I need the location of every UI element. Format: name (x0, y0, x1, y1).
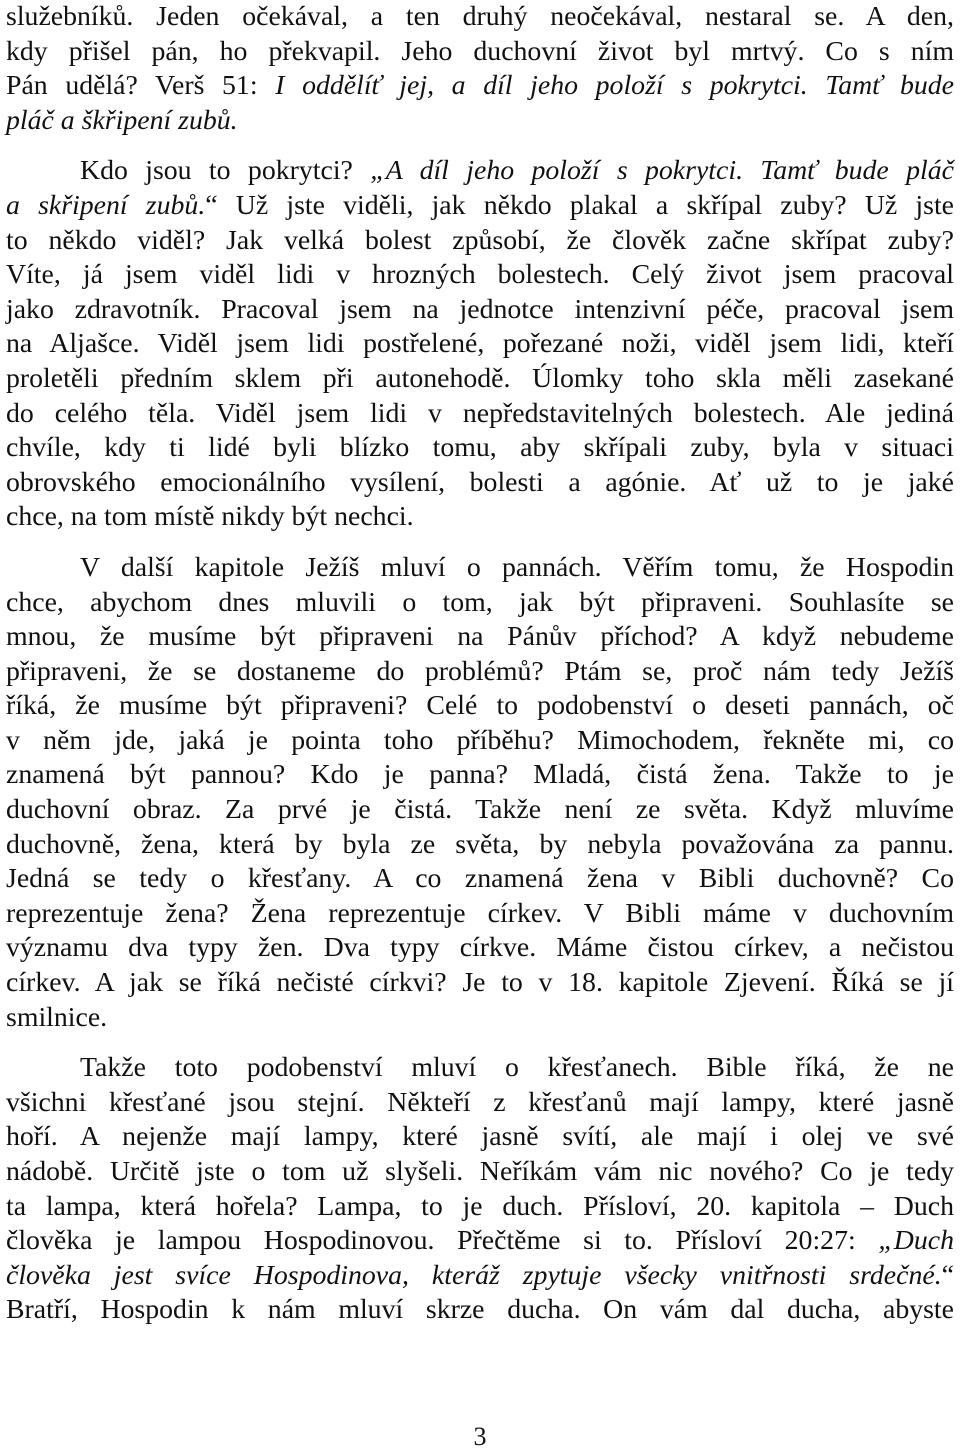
text-line (6, 224, 954, 259)
text-line (6, 362, 954, 397)
italic-quote-segment: člověka jest svíce Hospodinova, kteráž zpytuje všecky vnitřnosti srdečné. (6, 1259, 942, 1291)
text-line (6, 1001, 954, 1036)
italic-quote-segment: pláč a škřipení zubů. (6, 104, 238, 136)
text-line (6, 1293, 954, 1328)
text-segment: na Aljašce. Viděl jsem lidi postřelené, pořezané noži, viděl jsem lidi, kteří (6, 328, 954, 360)
text-segment: znamená být pannou? Kdo je panna? Mladá, čistá žena. Takže to je (6, 759, 954, 791)
text-line (6, 793, 954, 828)
text-segment: hoří. A nejenže mají lampy, které jasně svítí, ale mají i olej ve své (6, 1121, 954, 1153)
text-segment: významu dva typy žen. Dva typy církve. Máme čistou církev, a nečistou (6, 932, 954, 964)
text-line (6, 931, 954, 966)
text-line (6, 1259, 954, 1294)
text-line (6, 35, 954, 70)
text-segment: jako zdravotník. Pracoval jsem na jednotce intenzivní péče, pracoval jsem (6, 293, 954, 325)
text-line (6, 500, 954, 535)
text-segment: obrovského emocionálního vysílení, bolesti a agónie. Ať už to je jaké (6, 466, 954, 498)
text-segment: mnou, že musíme být připraveni na Pánův příchod? A když nebudeme (6, 621, 954, 653)
text-segment: proletěli předním sklem při autonehodě. Úlomky toho skla měli zasekané (6, 362, 954, 394)
text-line (6, 655, 954, 690)
text-line (6, 293, 954, 328)
text-line (6, 1051, 954, 1086)
text-line (6, 189, 954, 224)
text-segment: služebníků. Jeden očekával, a ten druhý neočekával, nestaral se. A den, (6, 1, 954, 32)
text-segment: chce, na tom místě nikdy být nechci. (6, 501, 414, 533)
page-number: 3 (473, 1422, 487, 1451)
paragraph-spacer (6, 1035, 954, 1051)
text-segment: připraveni, že se dostaneme do problémů? Ptám se, proč nám tedy Ježíš (6, 655, 954, 687)
text-line (6, 466, 954, 501)
text-segment: V další kapitole Ježíš mluví o pannách. Věřím tomu, že Hospodin (80, 551, 954, 583)
text-segment: Takže toto podobenství mluví o křesťanech. Bible říká, že ne (80, 1052, 954, 1084)
text-line (6, 1120, 954, 1155)
text-line (6, 551, 954, 586)
text-segment: Jedná se tedy o křesťany. A co znamená žena v Bibli duchovně? Co (6, 863, 954, 895)
text-segment: ta lampa, která hořela? Lampa, to je duch. Přísloví, 20. kapitola – Duch (6, 1190, 954, 1222)
text-segment: “ Už jste viděli, jak někdo plakal a skřípal zuby? Už jste (205, 189, 955, 221)
text-segment: “ (941, 1259, 954, 1291)
text-segment: nádobě. Určitě jste o tom už slyšeli. Neříkám vám nic nového? Co je tedy (6, 1156, 954, 1187)
paragraph (6, 551, 954, 1035)
italic-quote-segment: a skřipení zubů. (6, 189, 206, 221)
text-line (6, 724, 954, 759)
italic-quote-segment: „Duch (878, 1225, 954, 1257)
text-line (6, 1086, 954, 1121)
text-segment: chvíle, kdy ti lidé byli blízko tomu, aby skřípali zuby, byla v situaci (6, 432, 954, 464)
text-segment: smilnice. (6, 1001, 108, 1033)
text-line (6, 327, 954, 362)
text-line (6, 1155, 954, 1190)
text-line (6, 104, 954, 139)
text-segment: to někdo viděl? Jak velká bolest způsobí, že člověk začne skřípat zuby? (6, 224, 954, 256)
text-segment: Víte, já jsem viděl lidi v hrozných bolestech. Celý život jsem pracoval (6, 259, 954, 291)
text-segment: všichni křesťané jsou stejní. Někteří z křesťanů mají lampy, které jasně (6, 1086, 954, 1118)
text-line (6, 966, 954, 1001)
text-line (6, 1190, 954, 1225)
paragraph-spacer (6, 138, 954, 154)
text-line (6, 69, 954, 104)
text-segment: církev. A jak se říká nečisté církvi? Je to v 18. kapitole Zjevení. Říká se jí (6, 967, 954, 999)
text-line (6, 897, 954, 932)
text-line (6, 0, 954, 35)
text-segment: chce, abychom dnes mluvili o tom, jak být připraveni. Souhlasíte se (6, 586, 954, 618)
text-line (6, 758, 954, 793)
text-line (6, 586, 954, 621)
text-line (6, 258, 954, 293)
text-segment: člověka je lampou Hospodinovou. Přečtěme si to. Přísloví 20:27: (6, 1225, 879, 1257)
text-segment: do celého těla. Viděl jsem lidi v nepředstavitelných bolestech. Ale jediná (6, 397, 954, 429)
text-segment: Pán udělá? Verš 51: (6, 70, 276, 102)
text-segment: duchovní obraz. Za prvé je čistá. Takže není ze světa. Když mluvíme (6, 794, 954, 826)
text-segment: říká, že musíme být připraveni? Celé to podobenství o deseti pannách, oč (6, 690, 954, 722)
document-body (6, 0, 954, 1328)
text-line (6, 689, 954, 724)
text-line (6, 862, 954, 897)
text-line (6, 1224, 954, 1259)
paragraph (6, 1051, 954, 1328)
paragraph (6, 0, 954, 138)
text-segment: Bratří, Hospodin k nám mluví skrze ducha. On vám dal ducha, abyste (6, 1294, 954, 1326)
text-segment: duchovně, žena, která by byla ze světa, by nebyla považována za pannu. (6, 828, 954, 860)
text-line (6, 397, 954, 432)
text-segment: kdy přišel pán, ho překvapil. Jeho duchovní život byl mrtvý. Co s ním (6, 35, 954, 67)
text-segment: v něm jde, jaká je pointa toho příběhu? Mimochodem, řekněte mi, co (6, 724, 954, 756)
text-line (6, 154, 954, 189)
paragraph (6, 154, 954, 535)
text-line (6, 620, 954, 655)
text-line (6, 828, 954, 863)
text-line (6, 431, 954, 466)
text-segment: Kdo jsou to pokrytci? (80, 155, 371, 187)
italic-quote-segment: I oddělíť jej, a díl jeho položí s pokrytci. Tamť bude (275, 70, 955, 102)
text-segment: reprezentuje žena? Žena reprezentuje církev. V Bibli máme v duchovním (6, 897, 954, 929)
italic-quote-segment: „A díl jeho položí s pokrytci. Tamť bude pláč (370, 155, 954, 187)
paragraph-spacer (6, 535, 954, 551)
